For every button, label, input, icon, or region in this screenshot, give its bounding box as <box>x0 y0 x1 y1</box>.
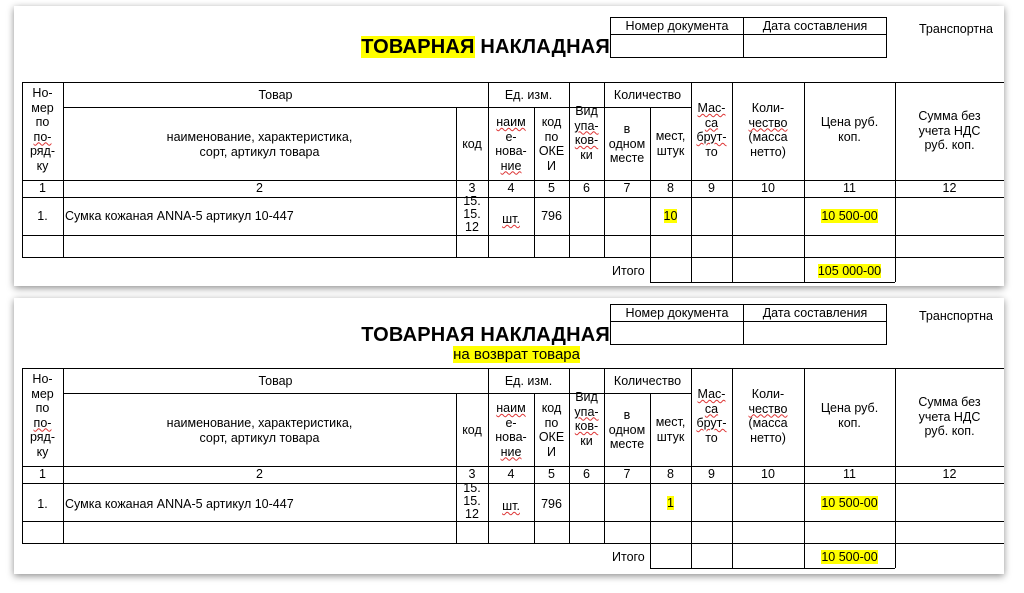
col-number: 9 <box>708 467 715 481</box>
item-okei: 796 <box>541 209 562 223</box>
page-title: ТОВАРНАЯ НАКЛАДНАЯ <box>361 324 610 346</box>
col-number: 2 <box>256 467 263 481</box>
return-invoice-table <box>14 298 1004 574</box>
item-qty: 1 <box>667 496 674 510</box>
row-number: 1. <box>37 209 48 223</box>
col-number: 7 <box>623 181 631 195</box>
col-number: 9 <box>708 181 715 195</box>
col-number: 7 <box>623 467 631 481</box>
doc-number-label: Номер документа <box>611 305 744 322</box>
item-okei: 796 <box>541 497 562 511</box>
header-summa: Сумма без учета НДС руб. коп. <box>918 109 981 152</box>
header-tovar: Товар <box>258 374 293 388</box>
col-number: 11 <box>843 467 856 481</box>
total-sum: 10 500-00 <box>821 550 878 564</box>
header-v-odnom: в одном месте <box>608 122 646 165</box>
col-number: 1 <box>39 467 46 481</box>
item-name: Сумка кожаная ANNA-5 артикул 10-447 <box>65 497 294 511</box>
header-ed-izm: Ед. изм. <box>504 374 553 388</box>
col-number: 10 <box>761 181 775 195</box>
col-number: 3 <box>468 181 476 195</box>
header-nomer: Но- мер по по- ряд- ку <box>29 86 56 173</box>
title-highlight: ТОВАРНАЯ <box>361 36 475 58</box>
header-kolichestvo: Количество <box>613 88 682 102</box>
invoice-table <box>14 6 1004 286</box>
header-massa: Мас- са брут- то <box>696 387 727 445</box>
header-naim: наим е- нова- ние <box>495 115 527 173</box>
col-number: 11 <box>843 181 856 195</box>
item-qty: 10 <box>663 209 678 223</box>
total-sum: 105 000-00 <box>817 264 882 278</box>
col-number: 6 <box>583 467 590 481</box>
doc-date-label: Дата составления <box>744 18 887 35</box>
return-invoice-panel <box>14 298 1004 574</box>
header-naim: наим е- нова- ние <box>495 401 527 459</box>
header-kod: код <box>462 137 482 151</box>
col-number: 8 <box>667 181 674 195</box>
col-number: 2 <box>256 181 263 195</box>
item-code: 15. 15. 12 <box>463 194 481 234</box>
header-kod-okei: код по ОКЕ И <box>538 401 565 459</box>
item-name: Сумка кожаная ANNA-5 артикул 10-447 <box>65 209 294 223</box>
header-kod-okei: код по ОКЕ И <box>538 115 565 173</box>
col-number: 8 <box>667 467 674 481</box>
header-vid-upak: Вид упа- ков- ки <box>574 104 599 162</box>
col-number: 5 <box>548 467 555 481</box>
header-kolichestvo-netto: Коли- чество (масса нетто) <box>748 387 788 445</box>
item-price: 10 500-00 <box>821 209 878 223</box>
header-kolichestvo: Количество <box>613 374 682 388</box>
page-subtitle: на возврат товара <box>453 346 580 363</box>
col-number: 6 <box>583 181 590 195</box>
header-v-odnom: в одном месте <box>608 408 646 451</box>
header-massa: Мас- са брут- то <box>696 101 727 159</box>
header-mest: мест, штук <box>655 415 686 444</box>
row-number: 1. <box>37 497 48 511</box>
header-mest: мест, штук <box>655 129 686 158</box>
transport-label: Транспортна <box>919 22 993 36</box>
total-label: Итого <box>612 550 645 564</box>
col-number: 12 <box>942 467 957 481</box>
total-label: Итого <box>612 264 645 278</box>
header-vid-upak: Вид упа- ков- ки <box>574 390 599 448</box>
col-number: 4 <box>507 181 515 195</box>
item-price: 10 500-00 <box>821 496 878 510</box>
col-number: 1 <box>39 181 46 195</box>
header-summa: Сумма без учета НДС руб. коп. <box>918 395 981 438</box>
header-naimenovanie: наименование, характеристика, сорт, артикул товара <box>166 130 353 159</box>
header-naimenovanie: наименование, характеристика, сорт, артикул товара <box>166 416 353 445</box>
header-cena: Цена руб. коп. <box>820 115 879 144</box>
header-kod: код <box>462 423 482 437</box>
doc-date-label: Дата составления <box>744 305 887 322</box>
col-number: 10 <box>761 467 775 481</box>
header-cena: Цена руб. коп. <box>820 401 879 430</box>
item-unit: шт. <box>502 499 520 513</box>
invoice-panel <box>14 6 1004 286</box>
doc-number-label: Номер документа <box>611 18 744 35</box>
header-ed-izm: Ед. изм. <box>504 88 553 102</box>
header-nomer: Но- мер по по- ряд- ку <box>29 372 56 459</box>
col-number: 5 <box>548 181 555 195</box>
transport-label: Транспортна <box>919 309 993 323</box>
header-kolichestvo-netto: Коли- чество (масса нетто) <box>748 101 788 159</box>
col-number: 3 <box>468 467 476 481</box>
item-unit: шт. <box>502 212 520 226</box>
col-number: 4 <box>507 467 515 481</box>
col-number: 12 <box>942 181 957 195</box>
header-tovar: Товар <box>258 88 293 102</box>
item-code: 15. 15. 12 <box>463 481 481 521</box>
title-rest: НАКЛАДНАЯ <box>474 36 610 58</box>
